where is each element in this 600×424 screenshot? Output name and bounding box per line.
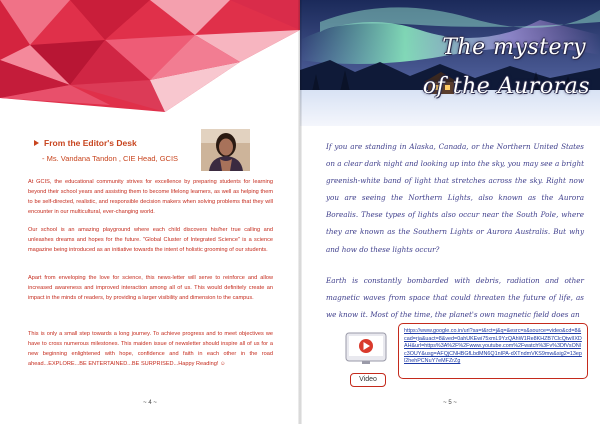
editor-paragraph-2: Our school is an amazing playground where each child discovers his/her true calling and unleashes dreams and hopes for the future. "Global Cluster of Integrated Science" is a science magazine being introduced as an initiative towards the intent of holistic grooming of our students. xyxy=(28,227,273,253)
article-paragraph-1: If you are standing in Alaska, Canada, or the Northern United States on a clear dark night and looking up into the sky, you may see a bright greenish-white band of light that stretches across the sky. Right now you are seeing the Northern Lights, also known as the Aurora Borealis. These types of lights also occur near the South Pole, where they are known as the Southern Lights or Aurora Australis. But why and how do these lights occur? xyxy=(326,142,584,254)
video-player-icon[interactable] xyxy=(344,325,388,369)
aurora-photo xyxy=(300,0,600,126)
editor-name: - Ms. Vandana Tandon , CIE Head, GCIS xyxy=(42,154,179,163)
editor-heading-text: From the Editor's Desk xyxy=(44,138,137,148)
geometric-header-graphic xyxy=(0,0,300,112)
editor-paragraph-4: This is only a small step towards a long journey. To achieve progress and to meet objectives we have to cross numerous milestones. This maiden issue of newsletter should inspire all of us for a new beginning enlightened with hope, confidence and faith in each other in the road ahead...EXPLORE...BE ENTERTAINED...BE SURPRISED...Happy Reading! ☺ xyxy=(28,331,273,367)
article-title-line-1: The mystery xyxy=(442,35,586,60)
article-paragraph-2: Earth is constantly bombarded with debris, radiation and other magnetic waves from space that could threaten the future of life, as we know it. Most of the time, the planet's own magnetic field does an xyxy=(326,276,584,320)
video-label: Video xyxy=(350,373,386,387)
editor-paragraph-3: Apart from enveloping the love for science, this news-letter will serve to reinforce and allow increased awareness and improved interaction among all of us. This would definitely create an impact in the minds of readers, by providing a larger visibility and dimension to the campus. xyxy=(28,275,273,301)
page-number-left: ~ 4 ~ xyxy=(143,400,157,406)
video-link[interactable]: https://www.google.co.in/url?sa=t&rct=j&q=&esrc=s&source=video&cd=8&cad=rja&uact=8&ved=0ahUKEwi75xmL9YzQAhW1Re8KHZB7ClcQtwIIXDAH&url=https%3A%2F%2Fwww.youtube.com%2Fwatch%3Fv%3DfVsONlc3OUY&usg=AFQjCNHBGfLbdMN6Q1nIPA-dXTndmVKS9mw&sig2=13epl2hehPCNuY7eMFZrZg xyxy=(398,323,588,379)
book-gutter xyxy=(298,0,302,424)
editor-photo xyxy=(201,129,250,171)
bullet-arrow-icon xyxy=(34,140,39,146)
page-number-right: ~ 5 ~ xyxy=(443,400,457,406)
article-title-line-2: of the Auroras xyxy=(422,74,590,99)
right-page xyxy=(300,0,600,424)
editor-paragraph-1: At GCIS, the educational community strives for excellence by preparing students for learning beyond their school years and assisting them to become lifelong learners, as well as helping them to be self-directed, realistic, and responsible decision makers when solving problems that they will encounter in our multicultural, ever-changing world. xyxy=(28,179,273,215)
editor-heading xyxy=(34,138,137,148)
